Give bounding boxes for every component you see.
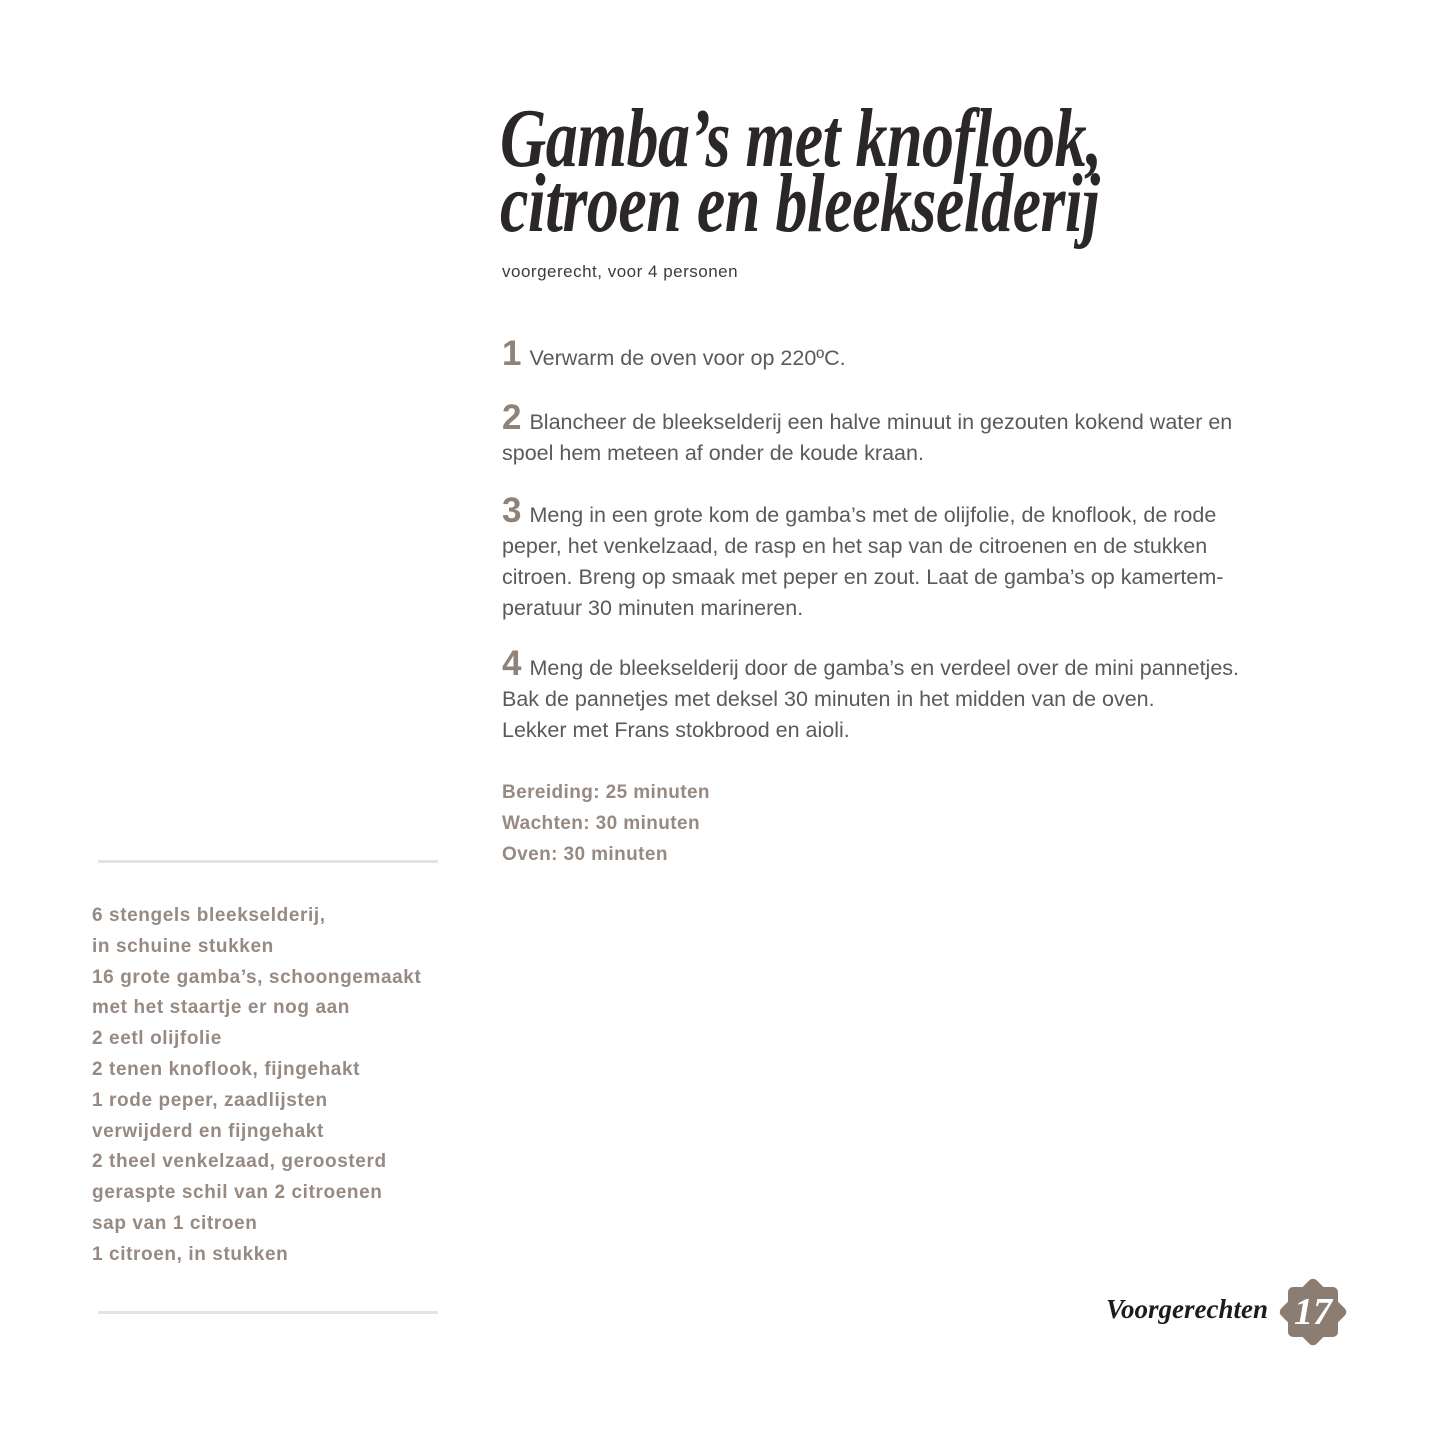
step-text: peper, het venkelzaad, de rasp en het sap van de citroenen en de stukken [502,534,1208,558]
recipe-title-line-1: Gamba’s met knoflook, [500,91,1102,185]
step-1 [502,334,846,374]
ingredient-line: 16 grote gamba’s, schoongemaakt [92,966,422,988]
ingredient-line: 1 citroen, in stukken [92,1243,289,1265]
step-text: Lekker met Frans stokbrood en aioli. [502,718,850,742]
step-3 [502,491,1217,531]
step-text: peratuur 30 minuten marineren. [502,596,804,620]
step-number: 4 [502,644,522,683]
step-text: Bak de pannetjes met deksel 30 minuten in het midden van de oven. [502,687,1155,711]
ingredient-line: in schuine stukken [92,935,274,957]
ingredient-line: geraspte schil van 2 citroenen [92,1182,383,1204]
oven-time: Oven: 30 minuten [502,844,668,865]
preparation-time: Bereiding: 25 minuten [502,782,710,803]
ingredient-line: sap van 1 citroen [92,1212,258,1234]
step-2 [502,398,1233,438]
recipe-subtitle: voorgerecht, voor 4 personen [502,262,739,281]
page-number: 17 [1294,1291,1332,1333]
step-text: citroen. Breng op smaak met peper en zout. Laat de gamba’s op kamertem- [502,565,1224,589]
step-text: Verwarm de oven voor op 220ºC. [529,346,846,370]
step-text: Blancheer de bleekselderij een halve minuut in gezouten kokend water en [529,410,1233,434]
step-text: spoel hem meteen af onder de koude kraan. [502,441,924,465]
ingredient-line: 1 rode peper, zaadlijsten [92,1089,328,1111]
ingredients-bottom-divider [98,1311,438,1314]
step-text: Meng de bleekselderij door de gamba’s en verdeel over de mini pannetjes. [529,656,1240,680]
step-number: 1 [502,334,522,373]
section-name: Voorgerechten [1106,1294,1268,1324]
ingredient-line: 2 theel venkelzaad, geroosterd [92,1151,387,1173]
page-number-badge [1278,1277,1348,1347]
ingredient-line: met het staartje er nog aan [92,997,350,1019]
step-number: 3 [502,491,522,530]
step-4 [502,644,1240,684]
step-text: Meng in een grote kom de gamba’s met de olijfolie, de knoflook, de rode [529,503,1217,527]
waiting-time: Wachten: 30 minuten [502,813,700,834]
ingredient-line: verwijderd en fijngehakt [92,1120,324,1142]
ingredients-list [92,901,421,1271]
step-number: 2 [502,398,522,437]
ingredient-line: 2 eetl olijfolie [92,1028,222,1050]
ingredient-line: 2 tenen knoflook, fijngehakt [92,1058,361,1080]
recipe-title-line-2: citroen en bleekselderij [500,156,1100,250]
ingredient-line: 6 stengels bleekselderij, [92,905,326,926]
ingredients-top-divider [98,860,438,863]
